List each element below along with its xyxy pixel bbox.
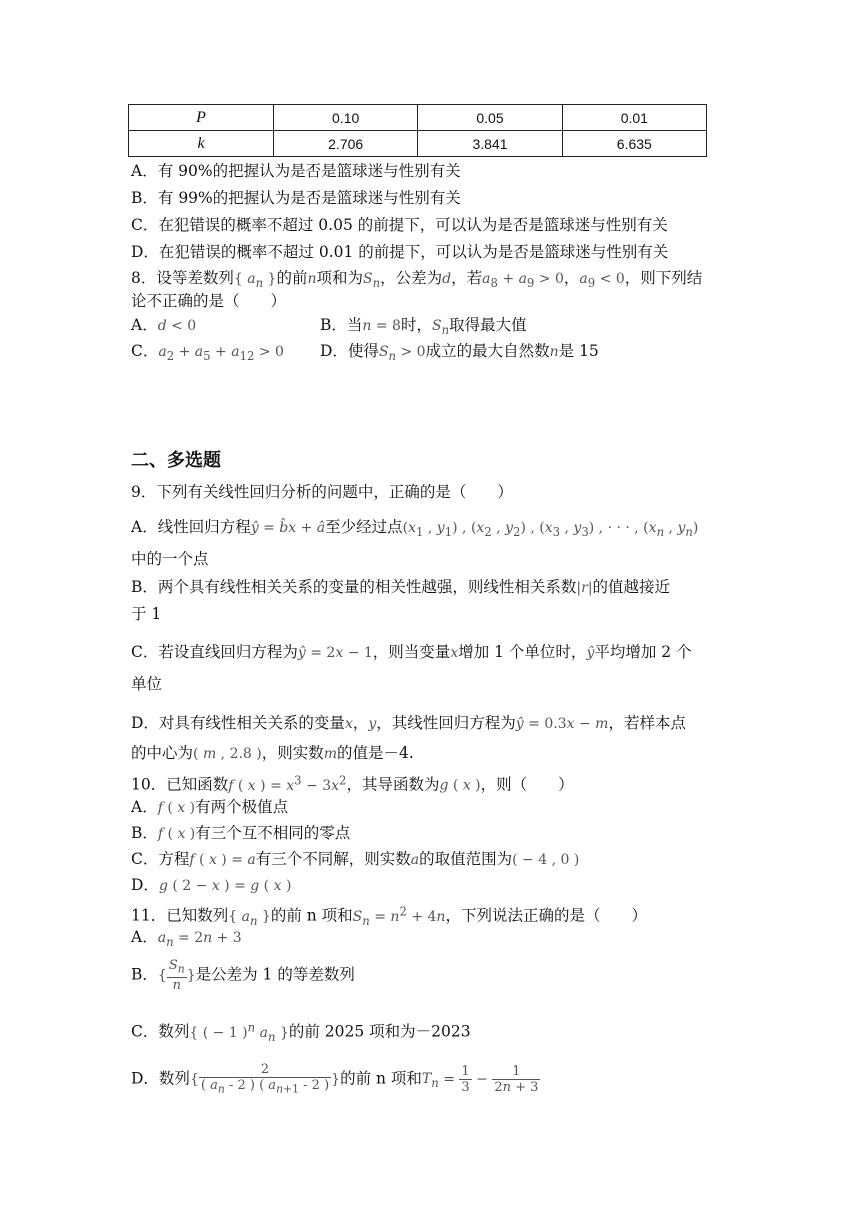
q8-option-d: D．使得$S_n > 0$成立的最大自然数n是 15: [320, 342, 599, 363]
q11-option-b: B．{ $\frac{S_n}{n}$ }是公差为 1 的等差数列: [131, 958, 355, 993]
table-cell: 6.635: [562, 131, 706, 157]
q9-option-b-cont: 于 1: [131, 605, 162, 623]
table-cell: 0.10: [274, 105, 418, 131]
q8-stem-line1: 8．设等差数列{ $a_n$ }的前n项和为$S_n$，公差为d，若$a_8 + a_9 > 0$，$a_9 < 0$，则下列结: [131, 269, 703, 290]
q11-option-a: A．$a_n = 2n + 3$: [131, 928, 242, 949]
q9-option-a-cont: 中的一个点: [131, 550, 209, 568]
q10-option-a: A．f ( x )有两个极值点: [131, 798, 289, 816]
q8-stem-line2: 论不正确的是（ ）: [131, 292, 287, 310]
q11-option-d: D．数列{ $\frac{2}{( a_n - 2 ) ( a_{n+1} - 2 )}$ }的前 n 项和$T_n$ = $\frac{1}{3}$ − $\frac{1}{2n + 3}$: [131, 1062, 539, 1096]
q8-option-c: C．$a_2 + a_5 + a_{12} > 0$: [131, 342, 284, 363]
table-cell: P: [129, 105, 274, 131]
q7-option-b: B．有 99%的把握认为是否是篮球迷与性别有关: [131, 189, 461, 207]
q11-stem: 11．已知数列{ $a_n$ }的前 n 项和$S_n = n^2 + 4n$，下列说法正确的是（ ）: [131, 904, 647, 928]
table-cell: k: [129, 131, 274, 157]
q9-option-c: C．若设直线回归方程为ŷ = 2x − 1，则当变量x增加 1 个单位时，ŷ平均增加 2 个: [131, 643, 692, 661]
q9-option-a: A．线性回归方程ŷ = b̂x + â至少经过点($x_1$ , $y_1$) , ($x_2$ , $y_2$) , ($x_3$ , $y_3$) , · · · , ($x_n$ , $y_n$): [131, 518, 699, 539]
table-cell: 3.841: [418, 131, 562, 157]
q7-option-c: C．在犯错误的概率不超过 0.05 的前提下，可以认为是否是篮球迷与性别有关: [131, 216, 668, 234]
q11-option-c: C．数列{ ( − 1 )$^n$ $a_n$ }的前 2025 项和为－2023: [131, 1020, 471, 1044]
q8-option-a: A．d < 0: [131, 316, 197, 334]
q9-option-d-cont: 的中心为( m , 2.8 )，则实数m的值是－4.: [131, 744, 414, 762]
q9-option-b: B．两个具有线性相关关系的变量的相关性越强，则线性相关系数|r|的值越接近: [131, 578, 671, 596]
table-cell: 2.706: [274, 131, 418, 157]
q10-option-b: B．f ( x )有三个互不相同的零点: [131, 824, 351, 842]
q7-option-d: D．在犯错误的概率不超过 0.01 的前提下，可以认为是否是篮球迷与性别有关: [131, 243, 669, 261]
q9-option-d: D．对具有线性相关关系的变量x，y，其线性回归方程为ŷ = 0.3x − m，若样本点: [131, 714, 686, 732]
table-row: [129, 131, 707, 157]
q10-option-c: C．方程f ( x ) = a有三个不同解，则实数a的取值范围为( − 4 , 0 ): [131, 850, 580, 868]
table-row: [129, 105, 707, 131]
table-cell: 0.01: [562, 105, 706, 131]
q10-stem: 10．已知函数f ( x ) = $x^3 - 3x^2$，其导函数为g ( x )，则（ ）: [131, 773, 574, 794]
q7-option-a: A．有 90%的把握认为是否是篮球迷与性别有关: [131, 162, 461, 180]
q9-stem: 9．下列有关线性回归分析的问题中，正确的是（ ）: [131, 483, 513, 501]
q9-option-c-cont: 单位: [131, 675, 163, 693]
q10-option-d: D．g ( 2 − x ) = g ( x ): [131, 876, 292, 894]
critical-value-table: [128, 104, 707, 157]
table-cell: 0.05: [418, 105, 562, 131]
section-title: 二、多选题: [131, 450, 221, 471]
q8-option-b: B．当n = 8时，$S_n$取得最大值: [320, 316, 527, 337]
